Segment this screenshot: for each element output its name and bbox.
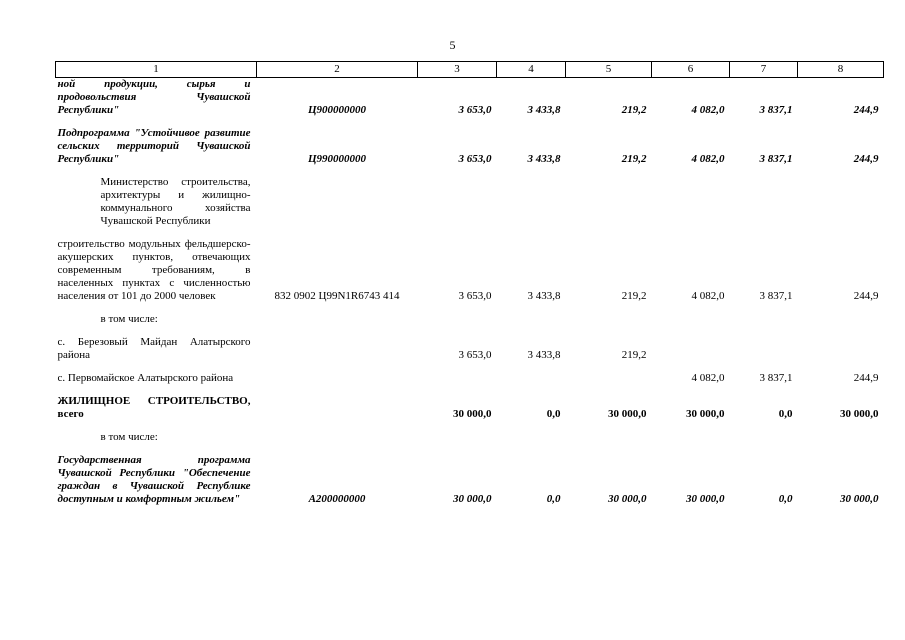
row-value: 30 000,0 — [453, 408, 492, 420]
row-value: 0,0 — [546, 493, 561, 505]
row-value — [418, 176, 497, 228]
row-code: Ц900000000 — [307, 104, 367, 116]
row-value — [798, 313, 884, 326]
row-value — [652, 313, 730, 326]
table-row — [56, 454, 884, 506]
row-value: 30 000,0 — [686, 493, 725, 505]
row-value: 219,2 — [621, 104, 647, 116]
row-value — [798, 336, 884, 362]
column-header: 1 — [56, 62, 257, 78]
row-value: 219,2 — [621, 349, 647, 361]
row-value: 3 653,0 — [458, 349, 492, 361]
row-value: 3 837,1 — [759, 104, 793, 116]
table-row — [56, 176, 884, 228]
row-code — [257, 336, 418, 362]
budget-table — [55, 61, 884, 506]
row-value — [730, 313, 798, 326]
table-row — [56, 431, 884, 444]
column-header: 6 — [652, 62, 730, 78]
row-value: 219,2 — [621, 290, 647, 302]
row-value: 3 837,1 — [759, 290, 793, 302]
row-value — [497, 176, 566, 228]
row-code — [257, 395, 418, 421]
row-name: Министерство строительства, архитектуры и жилищно-коммунального хозяйства Чувашской Республики — [100, 176, 251, 227]
row-value — [730, 336, 798, 362]
row-value — [566, 313, 652, 326]
row-value: 3 433,8 — [527, 349, 561, 361]
row-value: 3 653,0 — [458, 153, 492, 165]
row-value: 30 000,0 — [608, 408, 647, 420]
table-header — [56, 62, 884, 78]
row-name: с. Первомайское Алатырского района — [57, 372, 234, 384]
row-value: 4 082,0 — [691, 104, 725, 116]
row-value: 30 000,0 — [840, 493, 879, 505]
row-code — [257, 176, 418, 228]
row-name: строительство модульных фельдшерско-акушерских пунктов, отвечающих современным требованиям, в населенных пунктах с численностью населения от 101 до 2000 человек — [57, 238, 251, 302]
row-value: 3 837,1 — [759, 372, 793, 384]
column-header: 5 — [566, 62, 652, 78]
row-code — [257, 431, 418, 444]
row-value: 30 000,0 — [453, 493, 492, 505]
row-name: в том числе: — [100, 313, 158, 325]
row-value — [652, 336, 730, 362]
column-header: 2 — [257, 62, 418, 78]
row-value: 3 653,0 — [458, 104, 492, 116]
row-name: ЖИЛИЩНОЕ СТРОИТЕЛЬСТВО, всего — [57, 395, 251, 420]
row-value — [798, 431, 884, 444]
row-value — [730, 431, 798, 444]
row-value: 3 433,8 — [527, 153, 561, 165]
row-code — [257, 372, 418, 385]
row-value — [566, 431, 652, 444]
row-value: 30 000,0 — [840, 408, 879, 420]
row-code — [257, 313, 418, 326]
row-value — [418, 372, 497, 385]
row-name: Подпрограмма "Устойчивое развитие сельских территорий Чувашской Республики" — [57, 127, 251, 165]
row-value: 244,9 — [853, 372, 879, 384]
row-value: 3 837,1 — [759, 153, 793, 165]
table-row — [56, 313, 884, 326]
row-value: 3 433,8 — [527, 104, 561, 116]
row-value — [418, 313, 497, 326]
row-value — [652, 431, 730, 444]
row-value: 4 082,0 — [691, 290, 725, 302]
row-value — [652, 176, 730, 228]
row-value — [566, 176, 652, 228]
column-header: 3 — [418, 62, 497, 78]
row-value: 30 000,0 — [608, 493, 647, 505]
row-value — [418, 431, 497, 444]
row-name: ной продукции, сырья и продовольствия Чувашской Республики" — [57, 78, 251, 116]
row-value: 0,0 — [778, 408, 793, 420]
row-code: Ц990000000 — [307, 153, 367, 165]
table-row — [56, 372, 884, 385]
row-value: 4 082,0 — [691, 372, 725, 384]
row-name: с. Березовый Майдан Алатырского района — [57, 336, 251, 361]
row-code: 832 0902 Ц99N1R6743 414 — [274, 290, 400, 302]
row-value — [566, 372, 652, 385]
column-number-row — [56, 62, 884, 78]
row-value — [497, 313, 566, 326]
row-value: 0,0 — [546, 408, 561, 420]
row-value — [730, 176, 798, 228]
row-code: А200000000 — [308, 493, 366, 505]
table-row — [56, 238, 884, 303]
row-value: 244,9 — [853, 290, 879, 302]
row-value: 244,9 — [853, 153, 879, 165]
table-row — [56, 127, 884, 166]
row-value: 244,9 — [853, 104, 879, 116]
row-name: в том числе: — [100, 431, 158, 443]
row-value: 3 433,8 — [527, 290, 561, 302]
row-value: 30 000,0 — [686, 408, 725, 420]
page-number: 5 — [449, 38, 456, 52]
row-value — [497, 431, 566, 444]
column-header: 4 — [497, 62, 566, 78]
table-row — [56, 78, 884, 118]
row-value: 0,0 — [778, 493, 793, 505]
row-value — [798, 176, 884, 228]
row-name: Государственная программа Чувашской Республики "Обеспечение граждан в Чувашской Республике доступным и комфортным жильем" — [57, 454, 251, 505]
row-value: 3 653,0 — [458, 290, 492, 302]
table-row — [56, 395, 884, 421]
row-value — [497, 372, 566, 385]
column-header: 8 — [798, 62, 884, 78]
table-row — [56, 336, 884, 362]
row-value: 219,2 — [621, 153, 647, 165]
row-value: 4 082,0 — [691, 153, 725, 165]
column-header: 7 — [730, 62, 798, 78]
